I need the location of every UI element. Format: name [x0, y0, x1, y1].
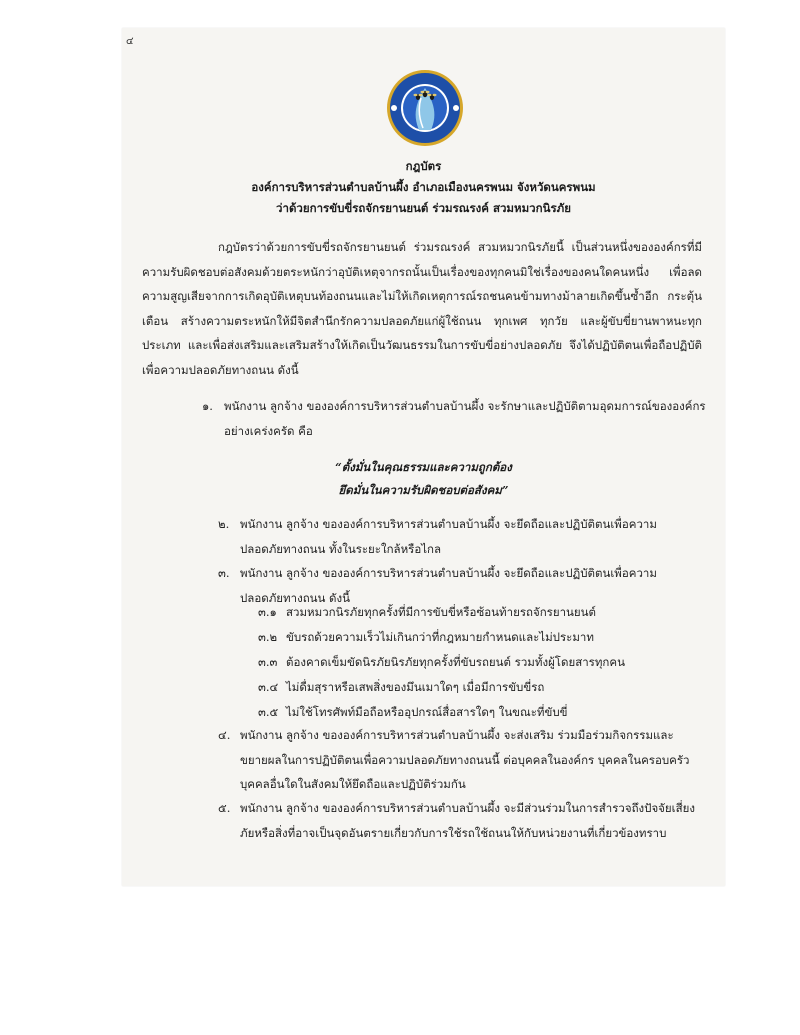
document-page: [122, 28, 725, 886]
sub-list-item: ๓.๔ ไม่ดื่มสุราหรือเสพสิ่งของมึนเมาใดๆ เมื่อมีการขับขี่รถ: [258, 680, 545, 694]
organization-seal-emblem: [385, 68, 465, 148]
organization-line: องค์การบริหารส่วนตำบลบ้านผึ้ง อำเภอเมืองนครพนม จังหวัดนครพนม: [251, 180, 596, 194]
sub-list-item: ๓.๓ ต้องคาดเข็มขัดนิรภัยนิรภัยทุกครั้งที่ขับรถยนต์ รวมทั้งผู้โดยสารทุกคน: [258, 655, 625, 669]
sub-list-item: ๓.๑ สวมหมวกนิรภัยทุกครั้งที่มีการขับขี่หรือซ้อนท้ายรถจักรยานยนต์: [258, 605, 596, 619]
page-number: ๔: [126, 36, 134, 47]
sub-list-item: ๓.๕ ไม่ใช้โทรศัพท์มือถือหรืออุปกรณ์สื่อสารใดๆ ในขณะที่ขับขี่: [258, 705, 568, 719]
document-title: กฎบัตร: [405, 159, 442, 173]
ideology-quote-line-1: “ตั้งมั่นในคุณธรรมและความถูกต้อง: [335, 460, 512, 474]
sub-list-item: ๓.๒ ขับรถด้วยความเร็วไม่เกินกว่าที่กฎหมายกำหนดและไม่ประมาท: [258, 630, 594, 644]
list-item: ๓. พนักงาน ลูกจ้าง ขององค์การบริหารส่วนตำบลบ้านผึ้ง จะยึดถือและปฏิบัติตนเพื่อความปลอดภัยทางถนน ดังนี้: [218, 566, 657, 605]
subject-line: ว่าด้วยการขับขี่รถจักรยานยนต์ ร่วมรณรงค์ สวมหมวกนิรภัย: [276, 201, 571, 215]
list-item: ๕. พนักงาน ลูกจ้าง ขององค์การบริหารส่วนตำบลบ้านผึ้ง จะมีส่วนร่วมในการสำรวจถึงปัจจัยเสี่ยงภัยหรือสิ่งที่อาจเป็นจุดอันตรายเกี่ยวกับการใช้รถใช้ถนนให้กับหน่วยงานที่เกี่ยวข้องทราบ: [218, 801, 695, 840]
intro-paragraph: กฎบัตรว่าด้วยการขับขี่รถจักรยานยนต์ ร่วมรณรงค์ สวมหมวกนิรภัยนี้ เป็นส่วนหนึ่งขององค์กรที่มีความรับผิดชอบต่อสังคมด้วยตระหนักว่าอุบัติเหตุจากรถนั้นเป็นเรื่องของทุกคนมิใช่เรื่องของคนใดคนหนึ่ง เพื่อลดความสูญเสียจากการเกิดอุบัติเหตุบนท้องถนนและไม่ให้เกิดเหตุการณ์รถชนคนข้ามทางม้าลายเกิดขึ้นซ้ำอีก กระตุ้นเตือน สร้างความตระหนักให้มีจิตสำนึกรักความปลอดภัยแก่ผู้ใช้ถนน ทุกเพศ ทุกวัย และผู้ขับขี่ยานพาหนะทุกประเภท และเพื่อส่งเสริมและเสริมสร้างให้เกิดเป็นวัฒนธรรมในการขับขี่อย่างปลอดภัย จึงได้ปฏิบัติตนเพื่อถือปฏิบัติเพื่อความปลอดภัยทางถนน ดังนี้: [142, 240, 702, 377]
list-item: ๔. พนักงาน ลูกจ้าง ขององค์การบริหารส่วนตำบลบ้านผึ้ง จะส่งเสริม ร่วมมือร่วมกิจกรรมและขยายผลในการปฏิบัติตนเพื่อความปลอดภัยทางถนนนี้ ต่อบุคคลในองค์กร บุคคลในครอบครัว บุคคลอื่นใดในสังคมให้ยึดถือและปฏิบัติร่วมกัน: [218, 728, 690, 791]
list-item: ๒. พนักงาน ลูกจ้าง ขององค์การบริหารส่วนตำบลบ้านผึ้ง จะยึดถือและปฏิบัติตนเพื่อความปลอดภัยทางถนน ทั้งในระยะใกล้หรือไกล: [218, 517, 657, 556]
ideology-quote-line-2: ยึดมั่นในความรับผิดชอบต่อสังคม”: [338, 483, 509, 497]
list-item: ๑. พนักงาน ลูกจ้าง ขององค์การบริหารส่วนตำบลบ้านผึ้ง จะรักษาและปฏิบัติตามอุดมการณ์ขององค์กรอย่างเคร่งครัด คือ: [202, 399, 706, 438]
